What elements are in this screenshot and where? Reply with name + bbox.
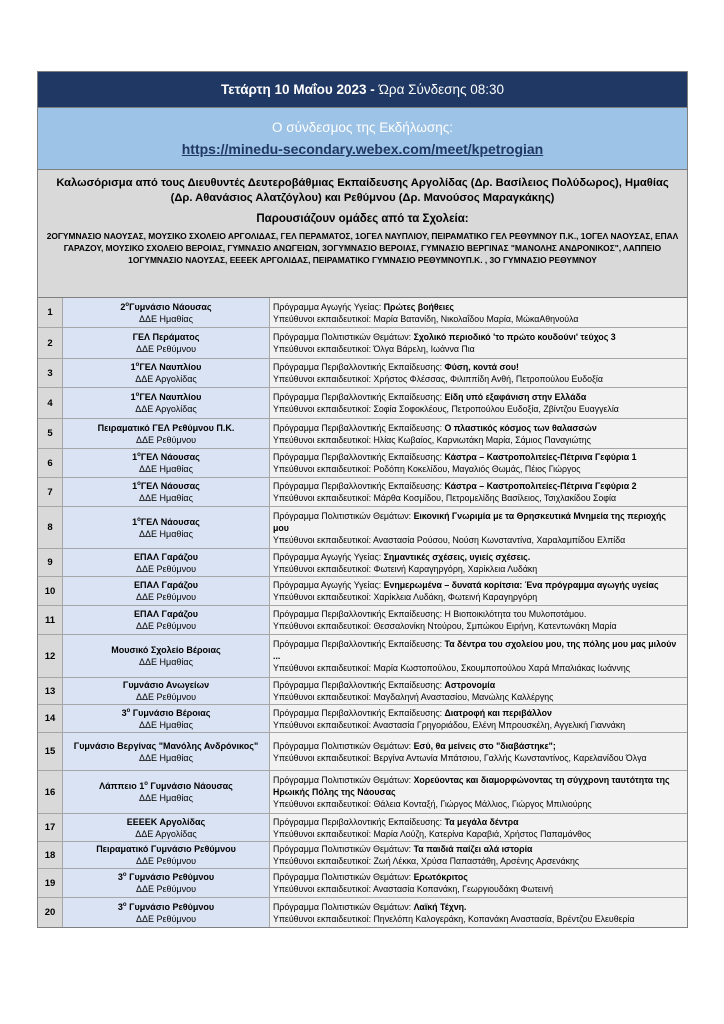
row-number: 12 bbox=[38, 635, 63, 677]
row-number: 16 bbox=[38, 771, 63, 813]
table-row bbox=[38, 842, 687, 869]
responsible-teachers: Υπεύθυνοι εκπαιδευτικοί: Αναστασία Γρηγοριάδου, Ελένη Μπρουσκέλη, Αγγελική Γιαννάκη bbox=[273, 719, 626, 730]
table-row bbox=[38, 814, 687, 842]
school-name-prefix: 3 bbox=[117, 901, 123, 912]
program-line bbox=[273, 816, 684, 828]
school-name bbox=[118, 871, 214, 883]
school-cell bbox=[63, 549, 270, 576]
directorate-label: ΔΔΕ Ρεθύμνου bbox=[135, 621, 197, 631]
school-name-text: Γυμνάσιο Βέροιας bbox=[130, 707, 211, 718]
program-type: Πρόγραμμα Περιβαλλοντικής Εκπαίδευσης: bbox=[273, 816, 445, 827]
directorate-label: ΔΔΕ Ρεθύμνου bbox=[135, 563, 197, 574]
responsible-teachers: Υπεύθυνοι εκπαιδευτικοί: Θεσσαλονίκη Ντούρου, Σμπώκου Ειρήνη, Κατεντωνάκη Μαρία bbox=[273, 621, 617, 631]
program-cell bbox=[270, 328, 687, 358]
program-type: Πρόγραμμα Περιβαλλοντικής Εκπαίδευσης: bbox=[273, 680, 445, 690]
school-name bbox=[96, 843, 236, 855]
table-row bbox=[38, 298, 687, 328]
directorate-label: ΔΔΕ Ρεθύμνου bbox=[135, 344, 197, 354]
row-number: 5 bbox=[38, 419, 63, 448]
date-header bbox=[38, 72, 687, 108]
row-number: 14 bbox=[38, 705, 63, 732]
connection-time: Ώρα Σύνδεσης 08:30 bbox=[378, 82, 505, 97]
school-cell bbox=[63, 388, 270, 418]
ordinal-superscript: ο bbox=[144, 781, 148, 787]
program-line bbox=[273, 638, 684, 662]
school-cell bbox=[63, 507, 270, 548]
program-line bbox=[273, 774, 684, 798]
school-cell bbox=[63, 298, 270, 327]
program-line bbox=[273, 301, 684, 313]
table-row bbox=[38, 549, 687, 577]
responsible-teachers: Υπεύθυνοι εκπαιδευτικοί: Μαρία Κωστοπούλου, Σκουμποπούλου Χαρά Μπαλιάκας Ιωάννης bbox=[273, 663, 630, 673]
program-line bbox=[273, 510, 684, 534]
school-name bbox=[74, 740, 258, 752]
row-number: 1 bbox=[38, 298, 63, 327]
row-number: 3 bbox=[38, 359, 63, 387]
school-name-text: Πειραματικό Γυμνάσιο Ρεθύμνου bbox=[96, 844, 236, 854]
school-name bbox=[120, 301, 211, 313]
school-name-text: Γυμνάσιο Βεργίνας "Μανόλης Ανδρόνικος" bbox=[73, 740, 259, 751]
school-name bbox=[134, 579, 198, 591]
responsible-teachers: Υπεύθυνοι εκπαιδευτικοί: Φωτεινή Καραγηργόρη, Χαρίκλεια Λυδάκη bbox=[273, 563, 538, 574]
school-name bbox=[134, 608, 198, 620]
program-line bbox=[273, 361, 684, 373]
school-cell bbox=[63, 449, 270, 477]
link-header bbox=[38, 108, 687, 170]
school-name-prefix: Λάππειο 1 bbox=[99, 781, 145, 791]
program-title: Φύση, κοντά σου! bbox=[444, 362, 519, 372]
school-name-text: ΓΕΛ Νάουσας bbox=[140, 516, 200, 527]
program-cell bbox=[270, 869, 687, 897]
school-name bbox=[98, 422, 235, 434]
program-line bbox=[273, 551, 684, 563]
school-cell bbox=[63, 419, 270, 448]
school-name bbox=[122, 707, 211, 719]
welcome-text: Καλωσόρισμα από τους Διευθυντές Δευτεροβάθμιας Εκπαίδευσης Αργολίδας (Δρ. Βασίλειος Πολύδωρος), Ημαθίας (Δρ. Αθανάσιος Αλατζόγλου) και Ρεθύμνου (Δρ. Μανούσος Μαραγκάκης) bbox=[56, 177, 669, 204]
responsible-teachers: Υπεύθυνοι εκπαιδευτικοί: Ηλίας Κωβαίος, Καρνιωτάκη Μαρία, Σάμιος Παναγιώτης bbox=[273, 434, 591, 445]
table-row bbox=[38, 733, 687, 771]
program-type: Πρόγραμμα Αγωγής Υγείας: bbox=[273, 301, 384, 312]
responsible-teachers: Υπεύθυνοι εκπαιδευτικοί: Πηνελόπη Καλογεράκη, Κοπανάκη Αναστασία, Βρέντζου Ελευθερία bbox=[273, 913, 635, 924]
program-cell bbox=[270, 814, 687, 841]
table-row bbox=[38, 577, 687, 606]
program-type: Πρόγραμμα Πολιτιστικών Θεμάτων: bbox=[273, 332, 414, 342]
school-name-prefix: 2 bbox=[120, 301, 126, 312]
event-date: Τετάρτη 10 Μαΐου 2023 - bbox=[220, 82, 375, 97]
directorate-label: ΔΔΕ Αργολίδας bbox=[135, 374, 197, 384]
school-cell bbox=[63, 328, 270, 358]
program-line bbox=[273, 331, 684, 343]
responsible-teachers: Υπεύθυνοι εκπαιδευτικοί: Σοφία Σοφοκλέους, Πετροπούλου Ευδοξία, Ζβίντζου Ευαγγελία bbox=[273, 404, 619, 414]
program-title: Κάστρα – Καστροπολιτείες-Πέτρινα Γεφύρια 1 bbox=[444, 452, 637, 462]
program-cell bbox=[270, 478, 687, 506]
program-line bbox=[273, 740, 684, 752]
school-name bbox=[99, 780, 233, 792]
program-title: Αστρονομία bbox=[444, 680, 496, 690]
school-name-text: ΕΠΑΛ Γαράζου bbox=[134, 580, 198, 590]
school-name bbox=[118, 901, 214, 913]
school-cell bbox=[63, 814, 270, 841]
row-number: 6 bbox=[38, 449, 63, 477]
table-row bbox=[38, 705, 687, 733]
program-cell bbox=[270, 898, 687, 927]
directorate-label: ΔΔΕ Ημαθίας bbox=[139, 493, 193, 503]
school-name bbox=[132, 480, 200, 492]
school-name-text: Γυμνάσιο Ρεθύμνου bbox=[126, 901, 215, 912]
program-cell bbox=[270, 771, 687, 813]
row-number: 15 bbox=[38, 733, 63, 770]
program-cell bbox=[270, 449, 687, 477]
ordinal-superscript: ο bbox=[126, 707, 131, 714]
program-line bbox=[273, 843, 684, 855]
row-number: 10 bbox=[38, 577, 63, 605]
table-row bbox=[38, 869, 687, 898]
program-title: Τα μεγάλα δέντρα bbox=[444, 816, 519, 827]
directorate-label: ΔΔΕ Ρεθύμνου bbox=[135, 434, 197, 445]
program-line bbox=[273, 608, 684, 620]
responsible-teachers: Υπεύθυνοι εκπαιδευτικοί: Χρήστος Φλέσσας, Φιλιππίδη Ανθή, Πετροπούλου Ευδοξία bbox=[273, 374, 603, 384]
program-cell bbox=[270, 388, 687, 418]
program-cell bbox=[270, 635, 687, 677]
directorate-label: ΔΔΕ Ημαθίας bbox=[139, 464, 193, 474]
event-link[interactable]: https://minedu-secondary.webex.com/meet/kpetrogian bbox=[181, 141, 544, 157]
row-number: 4 bbox=[38, 388, 63, 418]
row-number: 7 bbox=[38, 478, 63, 506]
presenting-schools-heading: Παρουσιάζουν ομάδες από τα Σχολεία: bbox=[256, 213, 469, 225]
program-cell bbox=[270, 678, 687, 704]
school-cell bbox=[63, 478, 270, 506]
program-type: Πρόγραμμα Πολιτιστικών Θεμάτων: bbox=[273, 872, 414, 882]
table-row bbox=[38, 898, 687, 927]
responsible-teachers: Υπεύθυνοι εκπαιδευτικοί: Χαρίκλεια Λυδάκη, Φωτεινή Καραγηργόρη bbox=[273, 592, 538, 602]
ordinal-superscript: ο bbox=[135, 362, 140, 368]
ordinal-superscript: ο bbox=[125, 301, 130, 308]
program-title: Κάστρα – Καστροπολιτείες-Πέτρινα Γεφύρια 2 bbox=[444, 481, 637, 491]
program-line bbox=[273, 679, 684, 691]
school-cell bbox=[63, 577, 270, 605]
program-type: Πρόγραμμα Περιβαλλοντικής Εκπαίδευσης: bbox=[273, 707, 445, 718]
responsible-teachers: Υπεύθυνοι εκπαιδευτικοί: Ζωή Λέκκα, Χρύσα Παπαστάθη, Αρσένης Αρσενάκης bbox=[273, 856, 580, 866]
school-cell bbox=[63, 771, 270, 813]
school-name bbox=[132, 451, 200, 463]
school-name bbox=[133, 331, 200, 343]
program-title: Ερωτόκριτος bbox=[413, 872, 468, 882]
directorate-label: ΔΔΕ Αργολίδας bbox=[135, 404, 197, 414]
program-line bbox=[273, 391, 684, 403]
program-type: Πρόγραμμα Περιβαλλοντικής Εκπαίδευσης: bbox=[273, 481, 445, 491]
table-row bbox=[38, 678, 687, 705]
school-cell bbox=[63, 606, 270, 634]
table-row bbox=[38, 507, 687, 549]
program-title: Εικονική Γνωριμία με τα Θρησκευτικά Μνημεία της περιοχής μου bbox=[273, 510, 666, 533]
table-row bbox=[38, 388, 687, 419]
program-type: Πρόγραμμα Πολιτιστικών Θεμάτων: bbox=[273, 844, 414, 854]
table-row bbox=[38, 419, 687, 449]
responsible-teachers: Υπεύθυνοι εκπαιδευτικοί: Μαρία Λούζη, Κατερίνα Καραβιά, Χρήστος Παπαμάνθος bbox=[273, 828, 592, 839]
school-name-prefix: 1 bbox=[130, 392, 136, 402]
row-number: 9 bbox=[38, 549, 63, 576]
ordinal-superscript: ο bbox=[122, 901, 127, 908]
presenting-schools-list: 2ΟΓΥΜΝΑΣΙΟ ΝΑΟΥΣΑΣ, ΜΟΥΣΙΚΟ ΣΧΟΛΕΙΟ ΑΡΓΟΛΙΔΑΣ, ΓΕΛ ΠΕΡΑΜΑΤΟΣ, 1ΟΓΕΛ ΝΑΥΠΛΙΟΥ, ΠΕΙΡΑΜΑΤΙΚΟ ΓΕΛ ΡΕΘΥΜΝΟΥ Π.Κ., 1ΟΓΕΛ ΝΑΟΥΣΑΣ, ΕΠΑΛ ΓΑΡΑΖΟΥ, ΜΟΥΣΙΚΟ ΣΧΟΛΕΙΟ ΒΕΡΟΙΑΣ, ΓΥΜΝΑΣΙΟ ΑΝΩΓΕΙΩΝ, 3ΟΓΥΜΝΑΣΙΟ ΒΕΡΟΙΑΣ, ΓΥΜΝΑΣΙΟ ΒΕΡΓΙΝΑΣ "ΜΑΝΟΛΗΣ ΑΝΔΡΟΝΙΚΟΣ", ΛΑΠΠΕΙΟ 1ΟΓΥΜΝΑΣΙΟ ΝΑΟΥΣΑΣ, ΕΕΕΕΚ ΑΡΓΟΛΙΔΑΣ, ΠΕΙΡΑΜΑΤΙΚΟ ΓΥΜΝΑΣΙΟ ΡΕΘΥΜΝΟΥΠ.Κ. , 3Ο ΓΥΜΝΑΣΙΟ ΡΕΘΥΜΝΟΥ bbox=[46, 231, 679, 265]
school-name-text: Γυμνάσιο Νάουσας bbox=[147, 781, 233, 791]
program-type: Πρόγραμμα Περιβαλλοντικής Εκπαίδευσης: Η Βιοποικιλότητα του Μυλοποτάμου. bbox=[273, 609, 587, 619]
directorate-label: ΔΔΕ Ημαθίας bbox=[139, 313, 193, 324]
program-title: Τα δέντρα του σχολείου μου, της πόλης μου μας μιλούν ... bbox=[273, 639, 677, 661]
directorate-label: ΔΔΕ Ημαθίας bbox=[139, 793, 193, 803]
school-name-prefix: 1 bbox=[132, 481, 138, 491]
program-type: Πρόγραμμα Αγωγής Υγείας: bbox=[273, 551, 384, 562]
program-cell bbox=[270, 419, 687, 448]
program-cell bbox=[270, 705, 687, 732]
directorate-label: ΔΔΕ Ημαθίας bbox=[139, 528, 193, 539]
responsible-teachers: Υπεύθυνοι εκπαιδευτικοί: Ροδόπη Κοκελίδου, Μαγαλιός Θωμάς, Πέιος Γιώργος bbox=[273, 464, 581, 474]
row-number: 13 bbox=[38, 678, 63, 704]
school-name-prefix: 1 bbox=[132, 452, 138, 462]
program-title: Τα παιδιά παίζει αλά ιστορία bbox=[413, 844, 533, 854]
school-cell bbox=[63, 359, 270, 387]
program-title: Ο πλαστικός κόσμος των θαλασσών bbox=[444, 422, 597, 433]
program-line bbox=[273, 901, 684, 913]
responsible-teachers: Υπεύθυνοι εκπαιδευτικοί: Αναστασία Ρούσου, Νούση Κωνσταντίνα, Χαραλαμπίδου Ελπίδα bbox=[273, 534, 626, 545]
program-line bbox=[273, 579, 684, 591]
school-name bbox=[111, 644, 220, 656]
program-type: Πρόγραμμα Αγωγής Υγείας: bbox=[273, 580, 384, 590]
responsible-teachers: Υπεύθυνοι εκπαιδευτικοί: Όλγα Βάρελη, Ιωάννα Πια bbox=[273, 344, 475, 354]
school-name-text: ΓΕΛ Ναυπλίου bbox=[139, 362, 202, 372]
school-name-text: ΓΕΛ Νάουσας bbox=[140, 452, 200, 462]
program-cell bbox=[270, 733, 687, 770]
program-cell bbox=[270, 359, 687, 387]
program-title: Διατροφή και περιβάλλον bbox=[444, 707, 552, 718]
responsible-teachers: Υπεύθυνοι εκπαιδευτικοί: Βεργίνα Αντωνία Μπάτσιου, Γαλλής Κωνσταντίνος, Καρελανίδου Όλγα bbox=[273, 752, 647, 763]
school-name-text: ΕΕΕΕΚ Αργολίδας bbox=[126, 816, 206, 827]
school-name-text: Γυμνάσιο Νάουσας bbox=[129, 301, 212, 312]
school-name-prefix: 1 bbox=[132, 516, 138, 527]
program-title: Ενημερωμένα – δυνατά κορίτσια: Ένα πρόγραμμα αγωγής υγείας bbox=[383, 580, 659, 590]
program-cell bbox=[270, 577, 687, 605]
link-label: Ο σύνδεσμος της Εκδήλωσης: bbox=[271, 120, 454, 135]
school-name-text: Μουσικό Σχολείο Βέροιας bbox=[111, 645, 221, 655]
program-title: Σχολικό περιοδικό 'το πρώτο κουδούνι' τεύχος 3 bbox=[413, 332, 616, 342]
school-cell bbox=[63, 842, 270, 868]
program-line bbox=[273, 451, 684, 463]
program-type: Πρόγραμμα Πολιτιστικών Θεμάτων: bbox=[273, 510, 414, 521]
program-type: Πρόγραμμα Περιβαλλοντικής Εκπαίδευσης: bbox=[273, 639, 445, 649]
directorate-label: ΔΔΕ Ρεθύμνου bbox=[135, 884, 197, 894]
school-cell bbox=[63, 898, 270, 927]
program-type: Πρόγραμμα Περιβαλλοντικής Εκπαίδευσης: bbox=[273, 362, 445, 372]
program-type: Πρόγραμμα Περιβαλλοντικής Εκπαίδευσης: bbox=[273, 422, 445, 433]
row-number: 19 bbox=[38, 869, 63, 897]
school-name-text: ΕΠΑΛ Γαράζου bbox=[134, 609, 198, 619]
program-document bbox=[37, 71, 688, 928]
row-number: 17 bbox=[38, 814, 63, 841]
directorate-label: ΔΔΕ Ρεθύμνου bbox=[135, 856, 197, 866]
program-cell bbox=[270, 606, 687, 634]
program-title: Εσύ, θα μείνεις στο "διαβάστηκε"; bbox=[413, 740, 556, 751]
table-row bbox=[38, 606, 687, 635]
row-number: 18 bbox=[38, 842, 63, 868]
program-line bbox=[273, 480, 684, 492]
school-name-text: Γυμνάσιο Ανωγείων bbox=[122, 680, 210, 690]
table-row bbox=[38, 449, 687, 478]
school-name-text: ΓΕΛ Περάματος bbox=[132, 332, 200, 342]
program-cell bbox=[270, 549, 687, 576]
school-name bbox=[123, 679, 209, 691]
school-cell bbox=[63, 705, 270, 732]
ordinal-superscript: ο bbox=[137, 516, 141, 523]
program-title: Σημαντικές σχέσεις, υγιείς σχέσεις. bbox=[383, 551, 531, 562]
program-line bbox=[273, 422, 684, 434]
directorate-label: ΔΔΕ Ημαθίας bbox=[139, 657, 193, 667]
school-name-text: ΕΠΑΛ Γαράζου bbox=[134, 551, 198, 562]
directorate-label: ΔΔΕ Ημαθίας bbox=[139, 719, 193, 730]
school-name bbox=[131, 391, 202, 403]
row-number: 11 bbox=[38, 606, 63, 634]
school-cell bbox=[63, 869, 270, 897]
directorate-label: ΔΔΕ Ρεθύμνου bbox=[135, 913, 197, 924]
program-type: Πρόγραμμα Περιβαλλοντικής Εκπαίδευσης: bbox=[273, 452, 445, 462]
program-title: Λαϊκή Τέχνη. bbox=[413, 901, 467, 912]
directorate-label: ΔΔΕ Ρεθύμνου bbox=[135, 592, 197, 602]
program-type: Πρόγραμμα Πολιτιστικών Θεμάτων: bbox=[273, 775, 414, 785]
row-number: 8 bbox=[38, 507, 63, 548]
program-table bbox=[38, 298, 687, 927]
ordinal-superscript: ο bbox=[137, 481, 141, 487]
ordinal-superscript: ο bbox=[135, 392, 140, 398]
responsible-teachers: Υπεύθυνοι εκπαιδευτικοί: Αναστασία Κοπανάκη, Γεωργιουδάκη Φωτεινή bbox=[273, 884, 553, 894]
responsible-teachers: Υπεύθυνοι εκπαιδευτικοί: Μαρία Βατανίδη, Νικολαΐδου Μαρία, ΜώκαΑθηνούλα bbox=[273, 313, 579, 324]
school-cell bbox=[63, 678, 270, 704]
program-type: Πρόγραμμα Πολιτιστικών Θεμάτων: bbox=[273, 901, 414, 912]
directorate-label: ΔΔΕ Αργολίδας bbox=[135, 828, 197, 839]
intro-section bbox=[38, 170, 687, 298]
program-title: Χορεύοντας και διαμορφώνοντας τη σύγχρονη ταυτότητα της Ηρωικής Πόλης της Νάουσας bbox=[273, 775, 670, 797]
table-row bbox=[38, 328, 687, 359]
school-cell bbox=[63, 635, 270, 677]
school-name bbox=[127, 816, 205, 828]
table-row bbox=[38, 359, 687, 388]
program-title: Είδη υπό εξαφάνιση στην Ελλάδα bbox=[444, 392, 587, 402]
school-name bbox=[132, 516, 200, 528]
program-cell bbox=[270, 842, 687, 868]
school-name-text: ΓΕΛ Νάουσας bbox=[140, 481, 200, 491]
school-name-prefix: 3 bbox=[121, 707, 127, 718]
responsible-teachers: Υπεύθυνοι εκπαιδευτικοί: Θάλεια Κονταξή, Γιώργος Μάλλιος, Γιώργος Μπιλιούρης bbox=[273, 799, 592, 809]
program-type: Πρόγραμμα Πολιτιστικών Θεμάτων: bbox=[273, 740, 414, 751]
school-name-prefix: 3 bbox=[117, 872, 123, 882]
school-name-prefix: 1 bbox=[130, 362, 136, 372]
school-name-text: ΓΕΛ Ναυπλίου bbox=[139, 392, 202, 402]
table-row bbox=[38, 771, 687, 814]
responsible-teachers: Υπεύθυνοι εκπαιδευτικοί: Μαγδαληνή Αναστασίου, Μανώλης Καλλέργης bbox=[273, 692, 554, 702]
program-line bbox=[273, 707, 684, 719]
ordinal-superscript: ο bbox=[137, 452, 141, 458]
school-name bbox=[131, 361, 202, 373]
directorate-label: ΔΔΕ Ρεθύμνου bbox=[135, 692, 197, 702]
responsible-teachers: Υπεύθυνοι εκπαιδευτικοί: Μάρθα Κοσμίδου, Πετρομελίδης Βασίλειος, Τσιχλακίδου Σοφία bbox=[273, 493, 617, 503]
school-name-text: Γυμνάσιο Ρεθύμνου bbox=[126, 872, 215, 882]
program-type: Πρόγραμμα Περιβαλλοντικής Εκπαίδευσης: bbox=[273, 392, 445, 402]
school-name-text: Πειραματικό ΓΕΛ Ρεθύμνου Π.Κ. bbox=[97, 422, 235, 433]
program-line bbox=[273, 871, 684, 883]
table-row bbox=[38, 635, 687, 678]
program-cell bbox=[270, 507, 687, 548]
ordinal-superscript: ο bbox=[122, 872, 127, 878]
table-row bbox=[38, 478, 687, 507]
school-name bbox=[134, 551, 198, 563]
program-title: Πρώτες βοήθειες bbox=[383, 301, 454, 312]
school-cell bbox=[63, 733, 270, 770]
directorate-label: ΔΔΕ Ημαθίας bbox=[139, 752, 193, 763]
row-number: 2 bbox=[38, 328, 63, 358]
program-cell bbox=[270, 298, 687, 327]
row-number: 20 bbox=[38, 898, 63, 927]
